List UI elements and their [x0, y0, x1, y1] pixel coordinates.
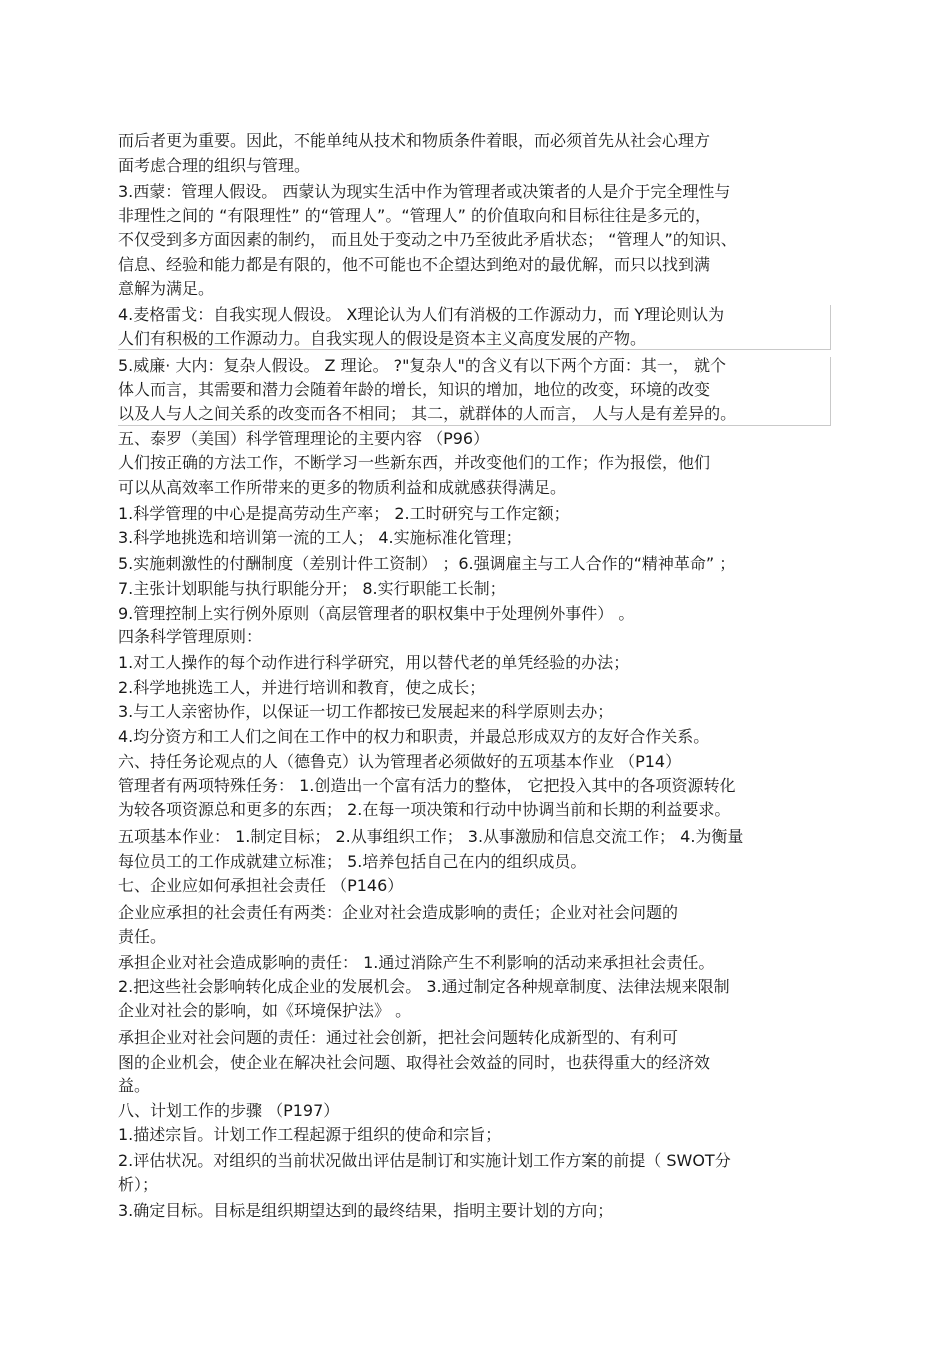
text-line: 非理性之间的 “有限理性” 的“管理人”。“管理人” 的价值取向和目标往往是多元的， — [118, 206, 711, 225]
text-line: 八、计划工作的步骤 （P197） — [118, 1101, 340, 1120]
text-line: 人们有积极的工作源动力。自我实现人的假设是资本主义高度发展的产物。 — [118, 329, 647, 348]
text-line: 承担企业对社会问题的责任：通过社会创新，把社会问题转化成新型的、有利可 — [118, 1028, 679, 1047]
text-line: 1.描述宗旨。计划工作工程起源于组织的使命和宗旨； — [118, 1125, 502, 1144]
text-line: 析）； — [118, 1175, 159, 1194]
text-line: 4.麦格雷戈：自我实现人假设。 X理论认为人们有消极的工作源动力，而 Y理论则认为 — [118, 305, 725, 324]
text-line: 3.确定目标。目标是组织期望达到的最终结果，指明主要计划的方向； — [118, 1201, 614, 1220]
text-line: 5.威廉· 大内：复杂人假设。 Z 理论。 ?"复杂人"的含义有以下两个方面：其一， 就个 — [118, 356, 726, 375]
text-line: 5.实施刺激性的付酬制度（差别计件工资制） ；6.强调雇主与工人合作的“精神革命” ； — [118, 554, 736, 573]
text-line: 面考虑合理的组织与管理。 — [118, 156, 311, 175]
text-line: 企业对社会的影响，如《环境保护法》 。 — [118, 1001, 412, 1020]
text-line: 管理者有两项特殊任务： 1.创造出一个富有活力的整体， 它把投入其中的各项资源转化 — [118, 776, 736, 795]
text-line: 4.均分资方和工人们之间在工作中的权力和职责，并最总形成双方的友好合作关系。 — [118, 727, 710, 746]
text-line: 图的企业机会，使企业在解决社会问题、取得社会效益的同时，也获得重大的经济效 — [118, 1053, 711, 1072]
text-line: 3.科学地挑选和培训第一流的工人； 4.实施标准化管理； — [118, 528, 522, 547]
text-line: 2.评估状况。对组织的当前状况做出评估是制订和实施计划工作方案的前提（ SWOT分 — [118, 1151, 731, 1170]
text-line: 2.科学地挑选工人，并进行培训和教育，使之成长； — [118, 678, 486, 697]
text-line: 3.西蒙：管理人假设。 西蒙认为现实生活中作为管理者或决策者的人是介于完全理性与 — [118, 182, 731, 201]
text-line: 五项基本作业： 1.制定目标； 2.从事组织工作； 3.从事激励和信息交流工作； 4.为衡量 — [118, 827, 744, 846]
text-line: 五、泰罗（美国）科学管理理论的主要内容 （P96） — [118, 429, 490, 448]
text-line: 可以从高效率工作所带来的更多的物质利益和成就感获得满足。 — [118, 478, 567, 497]
text-line: 六、持任务论观点的人（德鲁克）认为管理者必须做好的五项基本作业 （P14） — [118, 752, 682, 771]
text-line: 信息、经验和能力都是有限的，他不可能也不企望达到绝对的最优解，而只以找到满 — [118, 255, 711, 274]
text-line: 为较各项资源总和更多的东西； 2.在每一项决策和行动中协调当前和长期的利益要求。 — [118, 800, 731, 819]
text-line: 2.把这些社会影响转化成企业的发展机会。 3.通过制定各种规章制度、法律法规来限制 — [118, 977, 730, 996]
text-line: 1.科学管理的中心是提高劳动生产率； 2.工时研究与工作定额； — [118, 504, 570, 523]
text-line: 企业应承担的社会责任有两类：企业对社会造成影响的责任；企业对社会问题的 — [118, 903, 679, 922]
text-line: 不仅受到多方面因素的制约， 而且处于变动之中乃至彼此矛盾状态； “管理人”的知识、 — [118, 230, 737, 249]
text-line: 1.对工人操作的每个动作进行科学研究，用以替代老的单凭经验的办法； — [118, 653, 630, 672]
text-line: 7.主张计划职能与执行职能分开； 8.实行职能工长制； — [118, 579, 506, 598]
text-line: 每位员工的工作成就建立标准； 5.培养包括自己在内的组织成员。 — [118, 852, 587, 871]
text-line: 七、企业应如何承担社会责任 （P146） — [118, 876, 404, 895]
text-line: 承担企业对社会造成影响的责任： 1.通过消除产生不利影响的活动来承担社会责任。 — [118, 953, 715, 972]
text-line: 益。 — [118, 1076, 151, 1095]
text-line: 责任。 — [118, 927, 167, 946]
text-line: 四条科学管理原则： — [118, 627, 263, 646]
text-line: 以及人与人之间关系的改变而各不相同； 其二，就群体的人而言， 人与人是有差异的。 — [118, 404, 737, 423]
text-line: 9.管理控制上实行例外原则（高层管理者的职权集中于处理例外事件） 。 — [118, 604, 635, 623]
text-line: 而后者更为重要。因此，不能单纯从技术和物质条件着眼，而必须首先从社会心理方 — [118, 131, 711, 150]
text-line: 体人而言，其需要和潜力会随着年龄的增长，知识的增加，地位的改变，环境的改变 — [118, 380, 711, 399]
text-line: 人们按正确的方法工作，不断学习一些新东西，并改变他们的工作；作为报偿，他们 — [118, 453, 711, 472]
text-line: 3.与工人亲密协作，以保证一切工作都按已发展起来的科学原则去办； — [118, 702, 614, 721]
text-line: 意解为满足。 — [118, 279, 215, 298]
